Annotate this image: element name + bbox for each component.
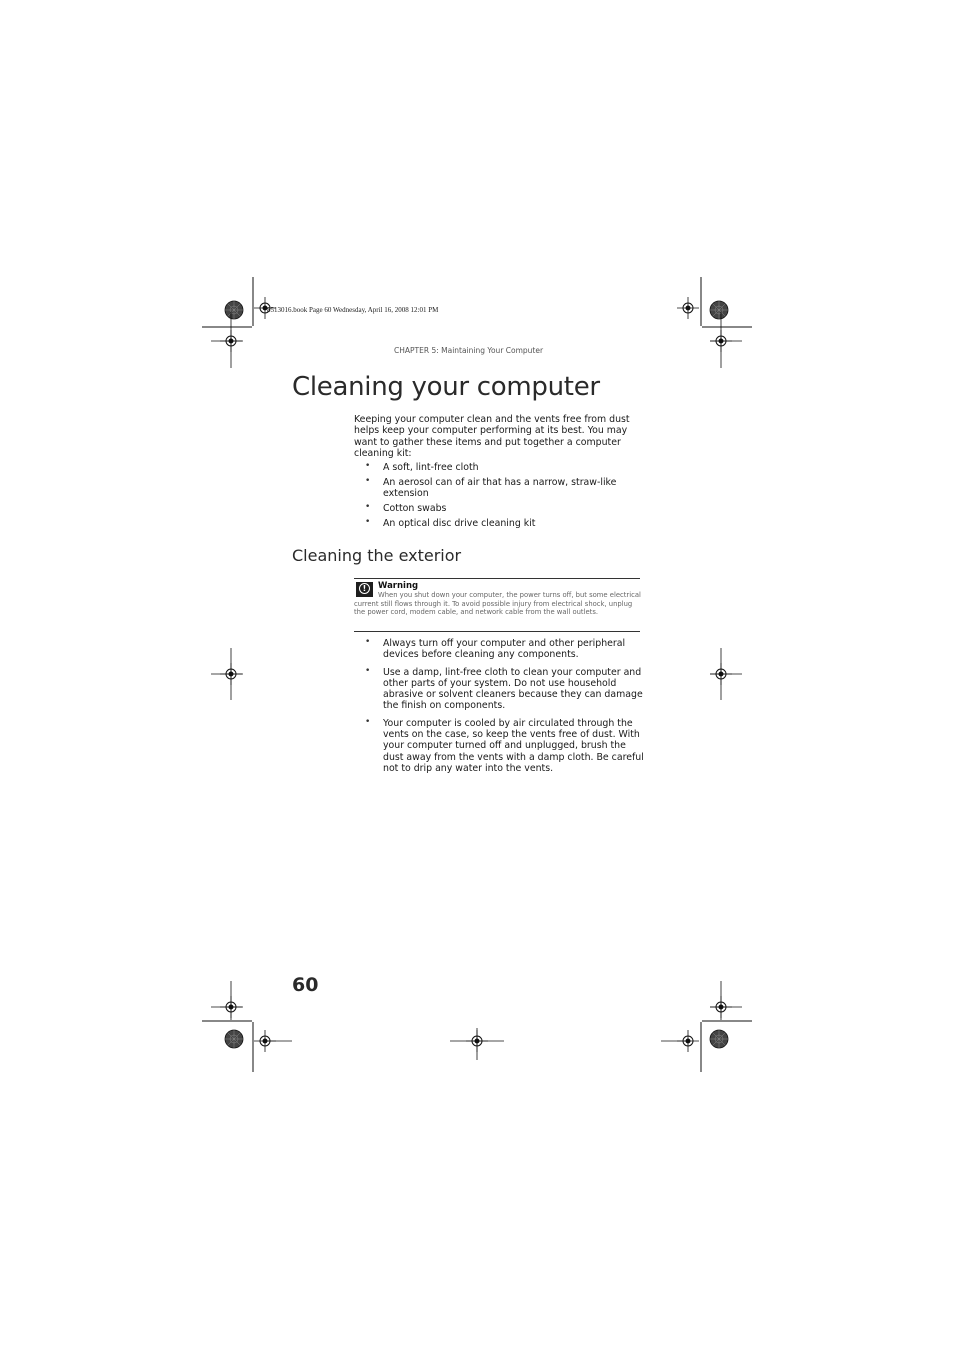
list-item: • An optical disc drive cleaning kit bbox=[365, 516, 536, 529]
print-info: 8513016.book Page 60 Wednesday, April 16, 2008 12:01 PM bbox=[267, 306, 439, 314]
running-head: CHAPTER 5: Maintaining Your Computer bbox=[394, 346, 544, 355]
bullet-icon: • bbox=[365, 501, 371, 512]
list-item: • Use a damp, lint-free cloth to clean your computer and other parts of your system. Do not use household abrasive or solvent cleaners because they can damage the finish on components. bbox=[365, 665, 643, 712]
bullet-icon: • bbox=[365, 516, 371, 527]
list-item: • A soft, lint-free cloth bbox=[365, 461, 479, 473]
list-item: • An aerosol can of air that has a narrow, straw-like extension bbox=[365, 475, 617, 500]
warning-label: Warning bbox=[378, 581, 419, 591]
intro-paragraph: Keeping your computer clean and the vents free from dust helps keep your computer performing at its best. You may want to gather these items and put together a computer cleaning kit: bbox=[354, 414, 630, 459]
warning-icon: ! bbox=[356, 582, 373, 597]
exterior-cleaning-list bbox=[354, 638, 644, 780]
bullet-icon: • bbox=[365, 475, 371, 486]
cleaning-kit-list bbox=[354, 462, 644, 532]
bullet-icon: • bbox=[365, 461, 371, 471]
section-title: Cleaning the exterior bbox=[292, 546, 462, 565]
list-item: • Cotton swabs bbox=[365, 501, 447, 514]
page-title: Cleaning your computer bbox=[292, 372, 600, 402]
list-item: • Always turn off your computer and other peripheral devices before cleaning any components. bbox=[365, 637, 626, 661]
warning-callout bbox=[354, 578, 640, 632]
page-number: 60 bbox=[292, 974, 319, 996]
bullet-icon: • bbox=[365, 637, 371, 647]
bullet-icon: • bbox=[365, 665, 371, 676]
warning-text: When you shut down your computer, the power turns off, but some electrical current still flows through it. To avoid possible injury from electrical shock, unplug the power cord, modem cable, and network cable from the wall outlets. bbox=[354, 591, 641, 617]
list-item: • Your computer is cooled by air circulated through the vents on the case, so keep the vents free of dust. With your computer turned off and unplugged, brush the dust away from the vents with a damp cloth. Be careful not to drip any water into the vents. bbox=[365, 716, 644, 774]
bullet-icon: • bbox=[365, 716, 371, 727]
